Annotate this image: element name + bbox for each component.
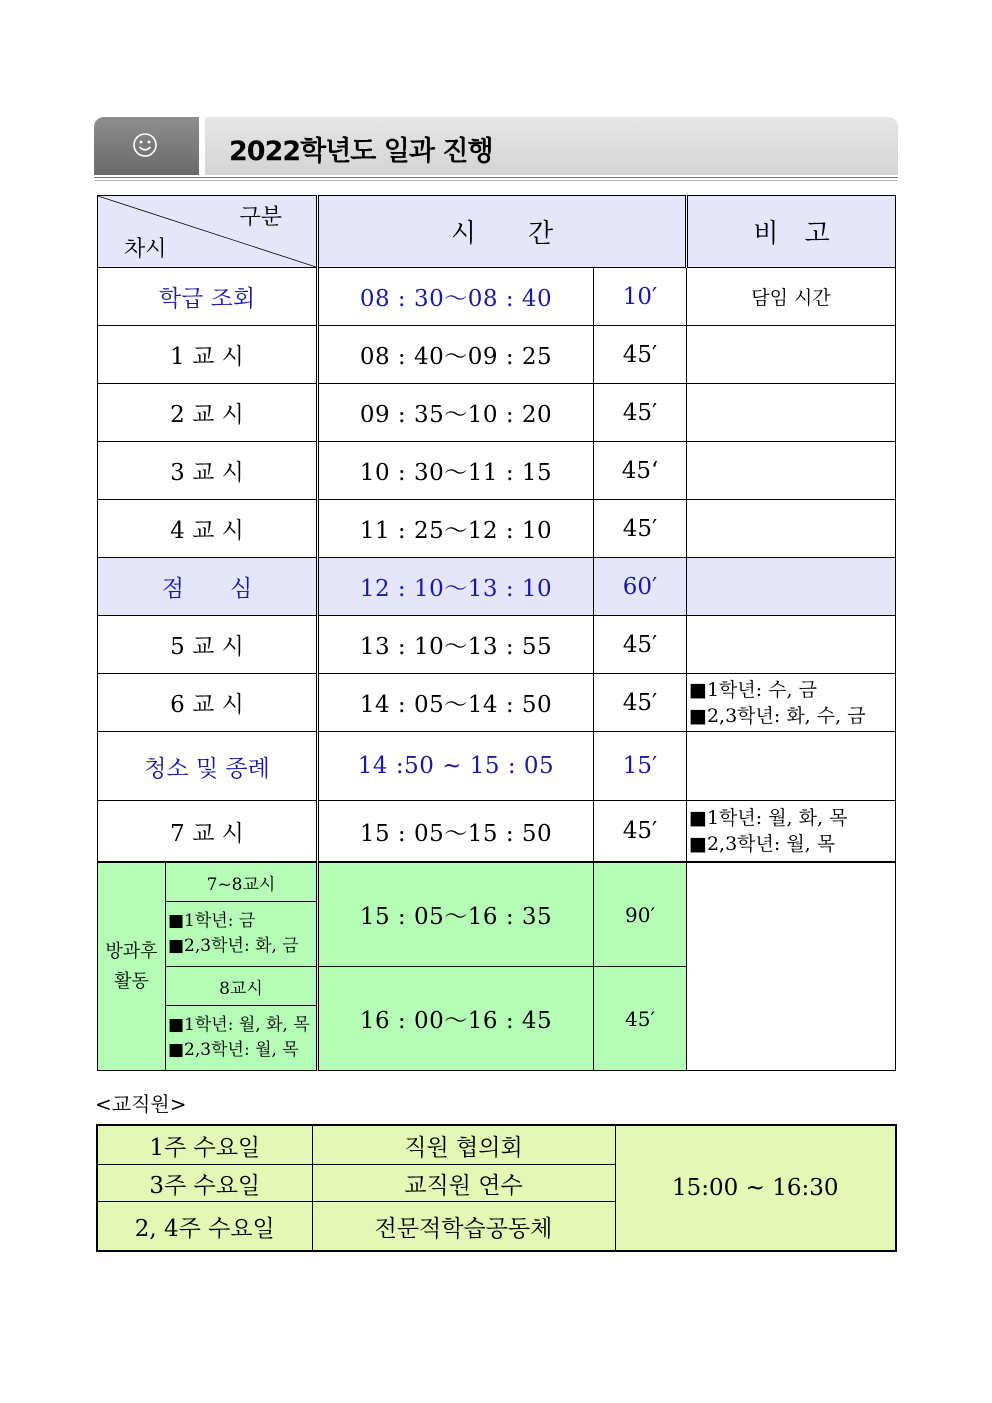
staff-table	[96, 1124, 897, 1252]
remark-cell	[687, 384, 896, 442]
remark-cell	[687, 500, 896, 558]
category-header: 구분	[239, 205, 282, 230]
time-range: 10 : 30～11 : 15	[318, 442, 594, 500]
duration: 45′	[594, 326, 687, 384]
staff-activity: 직원 협의회	[312, 1125, 615, 1165]
time-range: 16 : 00～16 : 45	[318, 967, 594, 1071]
remark-cell	[687, 558, 896, 616]
after-school-period: 8교시	[166, 967, 318, 1006]
table-row	[98, 384, 896, 442]
remark-line: ■1학년: 수, 금	[689, 678, 817, 701]
duration: 60′	[594, 558, 687, 616]
remark-cell	[687, 268, 896, 326]
time-range: 09 : 35～10 : 20	[318, 384, 594, 442]
duration: 45′	[594, 500, 687, 558]
duration: 10′	[594, 268, 687, 326]
time-range: 15 : 05～15 : 50	[318, 801, 594, 863]
remark-line: ■2,3학년: 화, 금	[168, 936, 299, 956]
schedule-table	[97, 195, 896, 1071]
table-row	[98, 326, 896, 384]
smiley-icon	[131, 131, 159, 159]
duration: 90′	[594, 862, 687, 967]
period-label: 청소 및 종례	[98, 732, 318, 801]
banner-title-box	[205, 117, 898, 175]
period-label: 4 교 시	[98, 500, 318, 558]
table-row	[98, 268, 896, 326]
staff-activity: 교직원 연수	[312, 1165, 615, 1202]
banner-icon-box	[94, 117, 199, 175]
table-row	[98, 616, 896, 674]
remark-cell	[687, 732, 896, 801]
staff-day: 3주 수요일	[97, 1165, 312, 1202]
period-label: 6 교 시	[98, 674, 318, 732]
duration: 45′	[594, 616, 687, 674]
remark-line: ■2,3학년: 화, 수, 금	[689, 704, 866, 727]
remarks-header: 비 고	[687, 196, 896, 268]
remark-text: 담임 시간	[751, 287, 831, 309]
after-school-label	[98, 862, 166, 1071]
staff-activity: 전문적학습공동체	[312, 1202, 615, 1252]
table-header-row	[98, 196, 896, 268]
time-range: 12 : 10～13 : 10	[318, 558, 594, 616]
remark-line: ■1학년: 월, 화, 목	[168, 1015, 310, 1035]
staff-time: 15:00 ~ 16:30	[615, 1125, 896, 1251]
remark-cell	[687, 674, 896, 732]
table-row	[98, 801, 896, 863]
table-row	[98, 674, 896, 732]
period-label: 점 심	[98, 558, 318, 616]
after-school-label-line: 방과후	[105, 940, 158, 962]
period-label: 2 교 시	[98, 384, 318, 442]
period-label: 1 교 시	[98, 326, 318, 384]
period-label: 7 교 시	[98, 801, 318, 863]
remark-line: ■1학년: 월, 화, 목	[689, 807, 848, 829]
after-school-note	[166, 1006, 318, 1071]
duration: 45′	[594, 384, 687, 442]
duration: 45′	[594, 801, 687, 863]
duration: 45‘	[594, 442, 687, 500]
staff-section-label: <교직원>	[95, 1092, 187, 1116]
time-range: 08 : 40～09 : 25	[318, 326, 594, 384]
table-row	[97, 1125, 896, 1165]
after-school-period: 7~8교시	[166, 862, 318, 902]
after-school-label-line: 활동	[114, 970, 149, 992]
page-title: 2022학년도 일과 진행	[229, 136, 493, 167]
remark-cell	[687, 862, 896, 1071]
staff-day: 1주 수요일	[97, 1125, 312, 1165]
duration: 45′	[594, 967, 687, 1071]
staff-day: 2, 4주 수요일	[97, 1202, 312, 1252]
table-row	[98, 732, 896, 801]
time-header: 시 간	[318, 196, 687, 268]
time-range: 14 : 05～14 : 50	[318, 674, 594, 732]
remark-cell	[687, 801, 896, 863]
time-range: 11 : 25～12 : 10	[318, 500, 594, 558]
period-label: 3 교 시	[98, 442, 318, 500]
remark-cell	[687, 326, 896, 384]
remark-line: ■1학년: 금	[168, 911, 256, 931]
time-range: 14 :50 ~ 15 : 05	[318, 732, 594, 801]
table-row	[98, 500, 896, 558]
time-range: 13 : 10～13 : 55	[318, 616, 594, 674]
remark-line: ■2,3학년: 월, 목	[689, 833, 836, 855]
remark-cell	[687, 442, 896, 500]
period-label: 5 교 시	[98, 616, 318, 674]
divider	[94, 177, 898, 178]
table-row-lunch	[98, 558, 896, 616]
remark-cell	[687, 616, 896, 674]
divider	[94, 180, 898, 181]
after-school-row	[98, 862, 896, 902]
period-label: 학급 조회	[98, 268, 318, 326]
period-header: 차시	[124, 237, 167, 262]
duration: 45′	[594, 674, 687, 732]
title-banner	[94, 117, 898, 175]
time-range: 15 : 05～16 : 35	[318, 862, 594, 967]
after-school-note	[166, 902, 318, 967]
duration: 15′	[594, 732, 687, 801]
remark-line: ■2,3학년: 월, 목	[168, 1040, 299, 1060]
diagonal-header-cell	[98, 196, 318, 268]
time-range: 08 : 30～08 : 40	[318, 268, 594, 326]
table-row	[98, 442, 896, 500]
